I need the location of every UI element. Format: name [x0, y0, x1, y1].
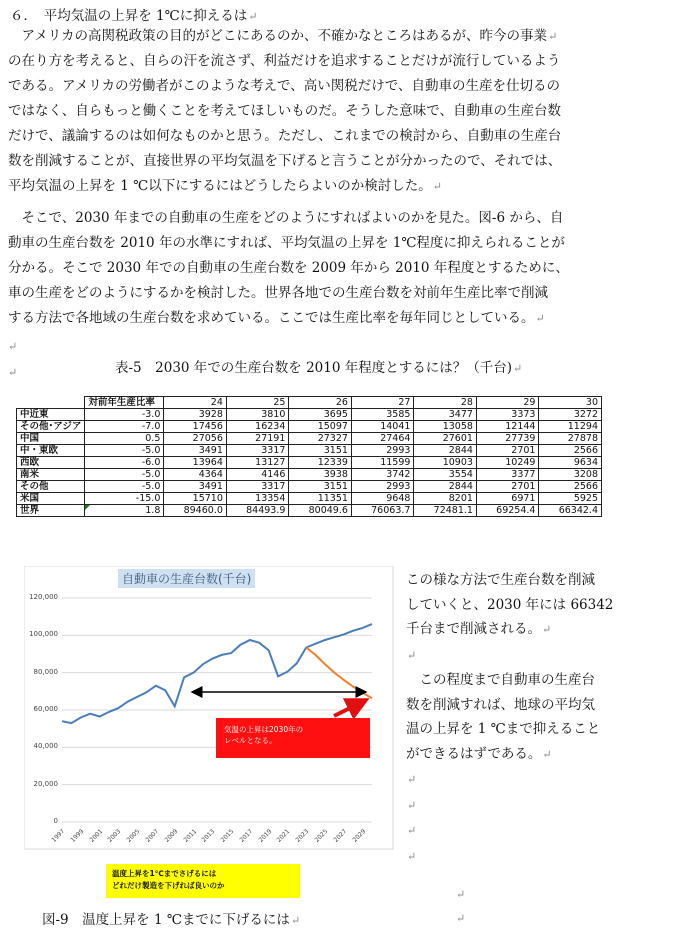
- year-header: 25: [226, 397, 289, 409]
- value-cell: 3928: [164, 409, 227, 421]
- value-cell: 3208: [539, 469, 602, 481]
- rate-cell: -7.0: [85, 421, 164, 433]
- paragraph-line: の在り方を考えると、自らの汗を流さず、利益だけを追求することだけが流行しているよう: [8, 53, 561, 69]
- rate-cell: -5.0: [85, 481, 164, 493]
- rate-header: 対前年生産比率: [85, 397, 164, 409]
- value-cell: 84493.9: [226, 505, 289, 517]
- value-cell: 80049.6: [289, 505, 352, 517]
- yellow-annotation-text: 温度上昇を1℃までさげるには どれだけ製造を下げれば良いのか: [112, 869, 225, 890]
- value-cell: 27464: [351, 433, 414, 445]
- value-cell: 12144: [476, 421, 539, 433]
- paragraph-2: [8, 206, 678, 331]
- value-cell: 12339: [289, 457, 352, 469]
- value-cell: 3491: [164, 445, 227, 457]
- value-cell: 27878: [539, 433, 602, 445]
- value-cell: 13127: [226, 457, 289, 469]
- region-cell: 南米: [17, 469, 85, 481]
- value-cell: 27191: [226, 433, 289, 445]
- value-cell: 8201: [414, 493, 477, 505]
- chart-frame: [24, 566, 393, 849]
- value-cell: 2993: [351, 445, 414, 457]
- side-line: ↵: [407, 648, 417, 662]
- region-cell: 世界: [17, 505, 85, 517]
- value-cell: 72481.1: [414, 505, 477, 517]
- table-row: [17, 433, 602, 445]
- value-cell: 2844: [414, 445, 477, 457]
- paragraph-line: 車の生産をどのようにするかを検討した。世界各地での生産台数を対前年生産比率で削減: [8, 285, 548, 301]
- x-tick-label: 2007: [144, 828, 161, 844]
- region-cell: その他: [17, 481, 85, 493]
- x-tick-label: 2017: [238, 828, 255, 844]
- rate-cell: -6.0: [85, 457, 164, 469]
- value-cell: 27601: [414, 433, 477, 445]
- value-cell: 2701: [476, 481, 539, 493]
- table-row: [17, 409, 602, 421]
- paragraph-line: 動車の生産台数を 2010 年の水準にすれば、平均気温の上昇を 1℃程度に抑えられることが: [8, 235, 565, 251]
- value-cell: 11351: [289, 493, 352, 505]
- y-tick-label: 100,000: [29, 630, 58, 639]
- value-cell: 13058: [414, 421, 477, 433]
- value-cell: 3151: [289, 445, 352, 457]
- table-row: [17, 421, 602, 433]
- rate-cell: 1.8: [85, 505, 164, 517]
- region-cell: 米国: [17, 493, 85, 505]
- x-tick-label: 2021: [275, 828, 292, 844]
- return-mark: ↵: [8, 340, 18, 353]
- value-cell: 17456: [164, 421, 227, 433]
- value-cell: 66342.4: [539, 505, 602, 517]
- red-annotation-box: [216, 718, 370, 758]
- table-row: [17, 445, 602, 457]
- paragraph-line: である。アメリカの労働者がこのような考えで、高い関税だけで、自動車の生産を仕切るの: [8, 78, 561, 94]
- value-cell: 3317: [226, 445, 289, 457]
- y-tick-label: 60,000: [33, 705, 58, 713]
- rate-cell: -15.0: [85, 493, 164, 505]
- side-text: この様な方法で生産台数を削減 していくと、2030 年には 66342 千台まで削減される。↵ ↵ この程度まで自動車の生産台 数を削減すれば、地球の平均気 温の上昇を 1 ℃まで抑えること ができるはずである。↵ ↵ ↵ ↵ ↵: [406, 568, 646, 869]
- value-cell: 16234: [226, 421, 289, 433]
- value-cell: 27056: [164, 433, 227, 445]
- value-cell: 4146: [226, 469, 289, 481]
- value-cell: 4364: [164, 469, 227, 481]
- value-cell: 15097: [289, 421, 352, 433]
- year-header: 28: [414, 397, 477, 409]
- year-header: 29: [476, 397, 539, 409]
- rate-cell: -5.0: [85, 469, 164, 481]
- table-row: [17, 469, 602, 481]
- value-cell: 27739: [476, 433, 539, 445]
- paragraph-line: だけで、議論するのは如何なものかと思う。ただし、これまでの検討から、自動車の生産台: [8, 128, 562, 144]
- value-cell: 10903: [414, 457, 477, 469]
- value-cell: 2844: [414, 481, 477, 493]
- red-annotation-text: 気温の上昇は2030年の レベルとなる。: [224, 725, 304, 745]
- x-tick-label: 2011: [181, 828, 198, 844]
- value-cell: 2566: [539, 445, 602, 457]
- value-cell: 3810: [226, 409, 289, 421]
- value-cell: 3491: [164, 481, 227, 493]
- x-tick-label: 2013: [200, 828, 217, 844]
- figure-caption: 図-9 温度上昇を 1 ℃までに下げるには↵: [42, 912, 301, 928]
- region-cell: 中国: [17, 433, 85, 445]
- value-cell: 11294: [539, 421, 602, 433]
- x-tick-label: 2001: [88, 828, 104, 844]
- value-cell: 27327: [289, 433, 352, 445]
- x-tick-label: 1997: [50, 828, 67, 844]
- region-cell: 西欧: [17, 457, 85, 469]
- value-cell: 5925: [539, 493, 602, 505]
- paragraph-1: [8, 24, 678, 199]
- value-cell: 15710: [164, 493, 227, 505]
- value-cell: 89460.0: [164, 505, 227, 517]
- x-tick-label: 2015: [219, 828, 236, 844]
- return-mark: ↵: [8, 366, 18, 379]
- year-header: 26: [289, 397, 352, 409]
- year-header: 24: [164, 397, 227, 409]
- value-cell: 6971: [476, 493, 539, 505]
- side-line: この様な方法で生産台数を削減: [406, 572, 595, 588]
- value-cell: 13354: [226, 493, 289, 505]
- production-table: [16, 396, 602, 517]
- region-cell: 中・東欧: [17, 445, 85, 457]
- x-tick-label: 2029: [351, 828, 367, 844]
- value-cell: 13964: [164, 457, 227, 469]
- side-line: していくと、2030 年には 66342: [406, 596, 614, 613]
- x-tick-label: 2009: [163, 828, 179, 844]
- x-tick-label: 2003: [106, 828, 123, 844]
- table-row: [17, 457, 602, 469]
- value-cell: 2993: [351, 481, 414, 493]
- value-cell: 3938: [289, 469, 352, 481]
- value-cell: 2701: [476, 445, 539, 457]
- production-chart: [24, 566, 394, 850]
- value-cell: 69254.4: [476, 505, 539, 517]
- return-mark: ↵: [456, 912, 466, 925]
- value-cell: 9634: [539, 457, 602, 469]
- value-cell: 76063.7: [351, 505, 414, 517]
- paragraph-line: そこで、2030 年までの自動車の生産をどのようにすればよいのかを見た。図-6 から、自: [8, 210, 564, 226]
- table-row: [17, 505, 602, 517]
- y-tick-label: 120,000: [29, 593, 58, 601]
- x-tick-label: 2023: [294, 828, 311, 844]
- red-pointer-arrow: [334, 700, 366, 716]
- value-cell: 10249: [476, 457, 539, 469]
- value-cell: 3477: [414, 409, 477, 421]
- value-cell: 3272: [539, 409, 602, 421]
- x-tick-label: 2019: [257, 828, 273, 844]
- year-header: 27: [351, 397, 414, 409]
- value-cell: 11599: [351, 457, 414, 469]
- series-line-actual: [62, 624, 372, 723]
- side-line: 千台まで削減される。↵: [406, 621, 552, 637]
- paragraph-line: ではなく、自らもっと働くことを考えてほしいものだ。そうした意味で、自動車の生産台数: [8, 103, 561, 119]
- rate-cell: 0.5: [85, 433, 164, 445]
- rate-cell: -5.0: [85, 445, 164, 457]
- value-cell: 2566: [539, 481, 602, 493]
- yellow-annotation-box: [106, 864, 300, 898]
- value-cell: 3695: [289, 409, 352, 421]
- side-line: 数を削減すれば、地球の平均気: [406, 696, 595, 713]
- table-header-row: [17, 397, 602, 409]
- side-line: 温の上昇を 1 ℃まで抑えること: [406, 721, 601, 737]
- value-cell: 3151: [289, 481, 352, 493]
- section-heading: ６． 平均気温の上昇を 1℃に抑えるは↵: [10, 8, 258, 24]
- paragraph-line: する方法で各地域の生産台数を求めている。ここでは生産比率を毎年同じとしている。↵: [8, 310, 545, 326]
- x-tick-label: 2005: [125, 828, 142, 844]
- value-cell: 14041: [351, 421, 414, 433]
- y-tick-label: 20,000: [33, 779, 58, 788]
- y-tick-label: 80,000: [33, 667, 58, 676]
- rate-cell: -3.0: [85, 409, 164, 421]
- paragraph-line: 平均気温の上昇を 1 ℃以下にするにはどうしたらよいのか検討した。↵: [8, 178, 442, 194]
- y-tick-label: 40,000: [33, 742, 58, 751]
- x-tick-label: 2025: [313, 828, 330, 844]
- y-tick-label: 0: [53, 817, 58, 825]
- table-corner: [17, 397, 85, 409]
- side-line: この程度まで自動車の生産台: [406, 672, 595, 688]
- value-cell: 3317: [226, 481, 289, 493]
- value-cell: 3554: [414, 469, 477, 481]
- side-line: ができるはずである。↵: [406, 745, 552, 762]
- paragraph-line: アメリカの高関税政策の目的がどこにあるのか、不確かなところはあるが、昨今の事業↵: [8, 28, 558, 44]
- value-cell: 9648: [351, 493, 414, 505]
- chart-title: 自動車の生産台数(千台): [118, 569, 255, 588]
- region-cell: その他･アジア: [17, 421, 85, 433]
- table-row: [17, 481, 602, 493]
- paragraph-line: 数を削減することが、直接世界の平均気温を下げると言うことが分かったので、それでは、: [8, 153, 562, 169]
- x-tick-label: 2027: [332, 828, 349, 844]
- region-cell: 中近東: [17, 409, 85, 421]
- table-caption: 表-5 2030 年での生産台数を 2010 年程度とするには？（千台)↵: [115, 360, 523, 376]
- chart-canvas: [24, 566, 394, 850]
- table-row: [17, 493, 602, 505]
- value-cell: 3742: [351, 469, 414, 481]
- year-header: 30: [539, 397, 602, 409]
- value-cell: 3585: [351, 409, 414, 421]
- x-tick-label: 1999: [69, 828, 86, 844]
- value-cell: 3377: [476, 469, 539, 481]
- value-cell: 3373: [476, 409, 539, 421]
- paragraph-line: 分かる。そこで 2030 年での自動車の生産台数を 2009 年から 2010 年程度とするために、: [8, 260, 569, 276]
- return-mark: ↵: [456, 888, 466, 901]
